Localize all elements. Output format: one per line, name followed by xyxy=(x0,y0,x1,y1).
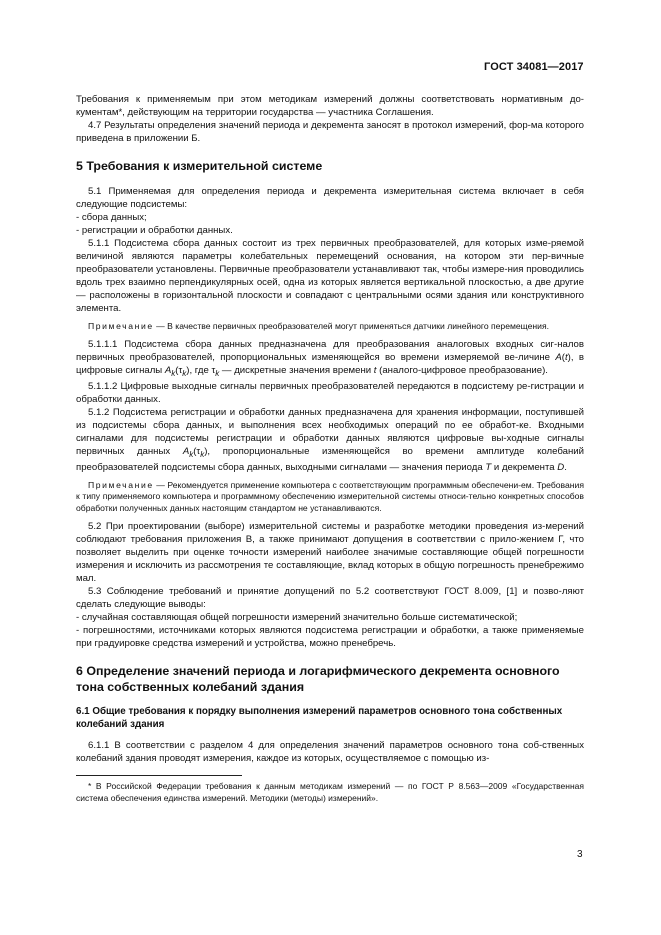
note-1-label: Примечание xyxy=(88,320,154,331)
list-item-5-1-1: - сбора данных; xyxy=(76,211,147,223)
document-header-id: ГОСТ 34081—2017 xyxy=(484,61,584,73)
paragraph-5-1-2: 5.1.2 Подсистема регистрации и обработки данных предназначена для хранения информации, поступившей из подсистемы сбора данных, и выполнения всех необходимых операций по ее обработ-ке. Входными сигналами для подсистемы регистрации и обработки данных являются цифровые вы-ходные сигналы первичных данных $A_k(\tau_k)$, пропорциональные изменяющейся во времени амплитуде колебаний преобразователей подсистемы сбора данных, выходными сигналами — значения периода T и декремента D. xyxy=(76,406,584,473)
footnote-divider xyxy=(76,775,242,776)
list-item-5-1-2: - регистрации и обработки данных. xyxy=(76,224,233,236)
document-body xyxy=(76,93,584,804)
paragraph-5-3: 5.3 Соблюдение требований и принятие допущений по 5.2 соответствуют ГОСТ 8.009, [1] и позво-ляют сделать следующие выводы: xyxy=(76,586,584,611)
page-number: 3 xyxy=(577,849,583,860)
note-1 xyxy=(76,321,584,333)
paragraph-5-2: 5.2 При проектировании (выборе) измерительной системы и разработке методики проведения из-мерений соблюдают требования приложения В, а также принимают допущения в соответствии с прило-жением Г, что позволяет выделить при оценке точности измерений наиболее значимые составляющие общей погрешности измерения и исключить из рассмотрения те составляющие, вклад которых в общую погрешность пренебрежимо мал. xyxy=(76,521,584,585)
paragraph-5-1-1-2: 5.1.1.2 Цифровые выходные сигналы первичных преобразователей передаются в подсистему ре-гистрации и обработки данных. xyxy=(76,380,584,405)
section-6-heading: 6 Определение значений периода и логарифмического декремента основного тона собственных колебаний здания xyxy=(76,664,560,694)
paragraph-intro: Требования к применяемым при этом методикам измерений должны соответствовать нормативным до-кументам*, действующим на территории государства — участника Соглашения. xyxy=(76,94,584,118)
paragraph-5-1-1-1: 5.1.1.1 Подсистема сбора данных предназначена для преобразования аналоговых входных сиг-налов первичных преобразователей, пропорциональных изменяющейся во времени измеряемой ве-личине A(t), в цифровые сигналы $A_k(\tau_k)$, где $\tau_k$ — дискретные значения времени t (аналого-цифровое преобразование). xyxy=(76,339,584,378)
note-2 xyxy=(76,480,584,515)
note-1-text: — В качестве первичных преобразователей могут применяться датчики линейного перемещения. xyxy=(156,320,550,331)
list-item-5-3-2: - погрешностями, источниками которых являются подсистема регистрации и обработки, а также применяемые при градуировке средства измерений и устройства, можно пренебречь. xyxy=(76,625,584,650)
paragraph-5-1: 5.1 Применяемая для определения периода и декремента измерительная система включает в себя следующие подсистемы: xyxy=(76,185,584,210)
section-6-1-heading: 6.1 Общие требования к порядку выполнения измерений параметров основного тона собственных колебаний здания xyxy=(76,706,563,731)
section-5-heading: 5 Требования к измерительной системе xyxy=(76,159,323,173)
paragraph-5-1-1: 5.1.1 Подсистема сбора данных состоит из трех первичных преобразователей, для которых изме-ряемой величиной являются параметры колебательных перемещений основания, на котором эти пер-вичные преобразователи установлены. Первичные преобразователи устанавливают так, чтобы измере-ния проводились вдоль трех взаимно перпендикулярных осей, одна из которых является вертикальной плоскостью, а две другие — расположены в горизонтальной плоскости и совпадают с центральными осями здания или конструктивного элемента. xyxy=(76,237,584,314)
footnote: * В Российской Федерации требования к данным методикам измерений — по ГОСТ Р 8.563—2009 «Государственная система обеспечения единства измерений. Методики (методы) измерений». xyxy=(76,781,584,803)
paragraph-6-1-1: 6.1.1 В соответствии с разделом 4 для определения значений параметров основного тона соб-ственных колебаний здания проводят измерения, каждое из которых, осуществляемое с помощью из- xyxy=(76,740,584,765)
note-2-text: — Рекомендуется применение компьютера с соответствующим программным обеспечени-ем. Требования к типу применяемого компьютера и программному обеспечению измерительной системы относи-тельно конкретных способов обработки полученных данных настоящим стандартом не устанавливаются. xyxy=(76,479,584,513)
note-2-label: Примечание xyxy=(88,479,154,490)
paragraph-4-7: 4.7 Результаты определения значений периода и декремента заносят в протокол измерений, фор-ма которого приведена в приложении Б. xyxy=(76,120,584,144)
list-item-5-3-1: - случайная составляющая общей погрешности измерений значительно больше систематической; xyxy=(76,612,518,624)
